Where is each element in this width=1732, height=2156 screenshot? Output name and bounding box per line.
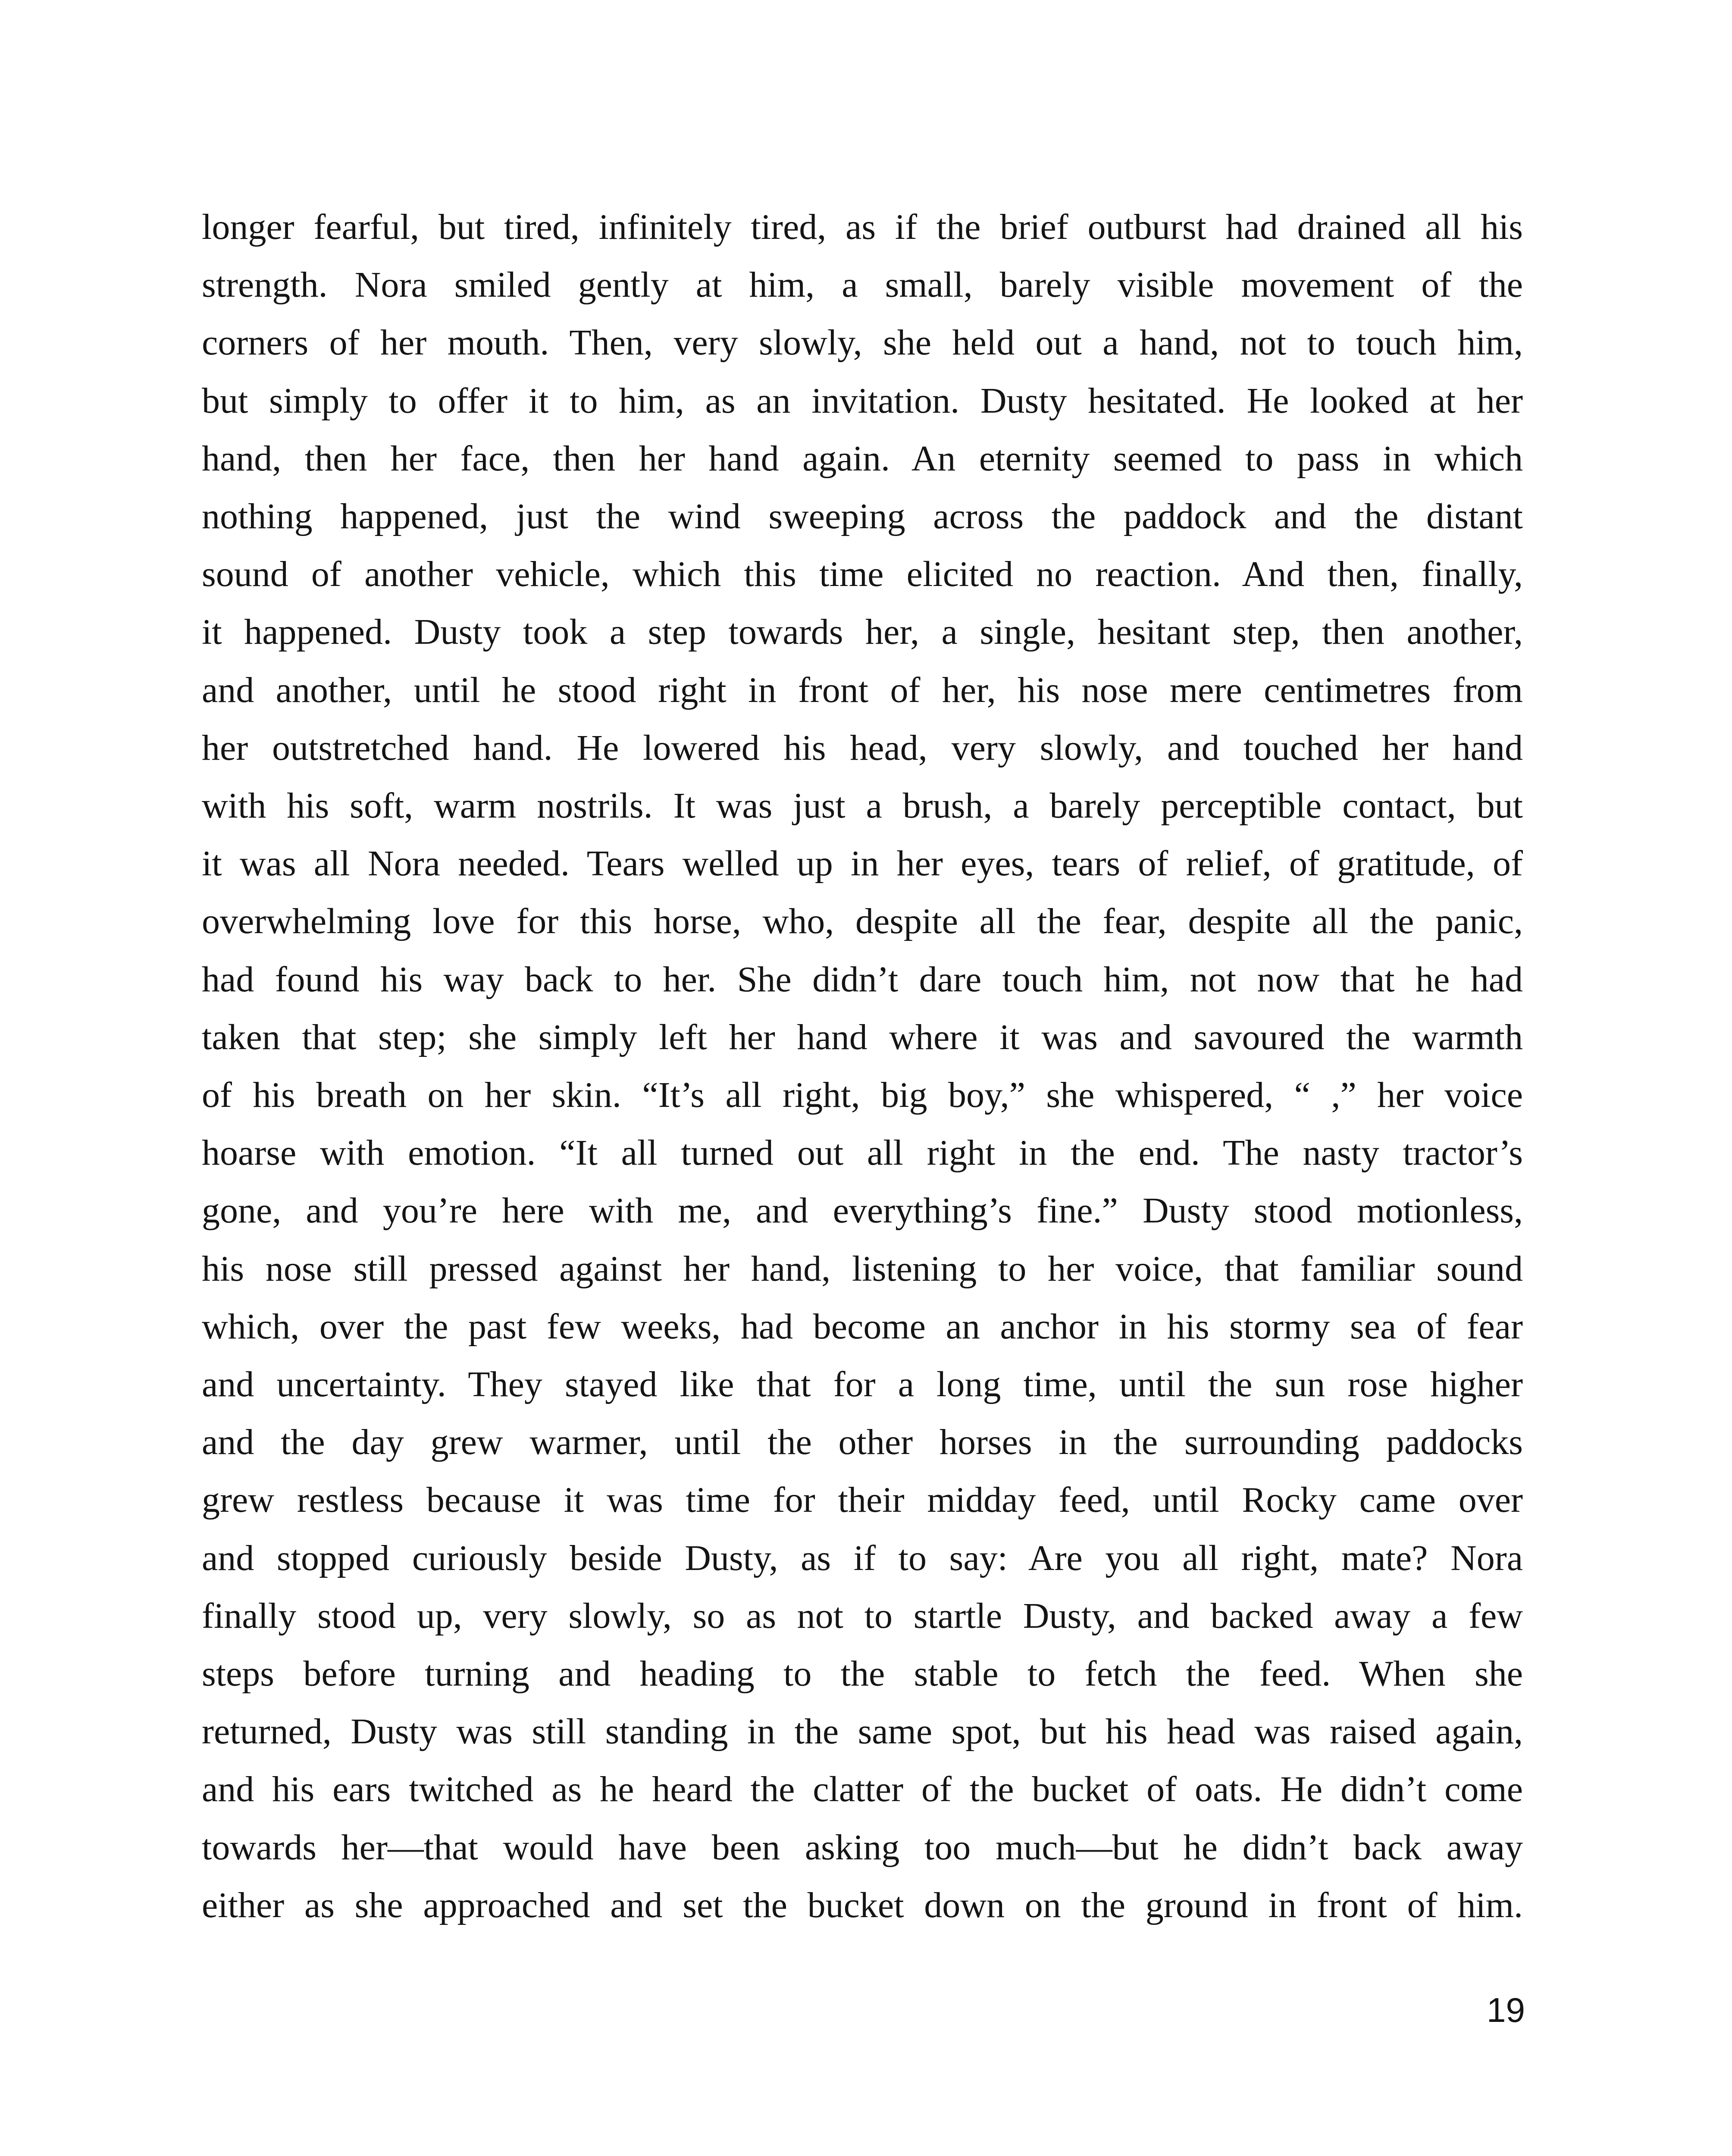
text-line: hand, then her face, then her hand again. An eternity seemed to pass in which bbox=[202, 438, 1523, 479]
text-line: had found his way back to her. She didn’t dare touch him, not now that he had bbox=[202, 959, 1523, 1000]
text-line: gone, and you’re here with me, and everything’s fine.” Dusty stood motionless, bbox=[202, 1191, 1523, 1231]
text-line: strength. Nora smiled gently at him, a small, barely visible movement of the bbox=[202, 265, 1523, 305]
text-line: grew restless because it was time for their midday feed, until Rocky came over bbox=[202, 1480, 1523, 1520]
text-line: and his ears twitched as he heard the clatter of the bucket of oats. He didn’t come bbox=[202, 1769, 1523, 1810]
text-line: steps before turning and heading to the stable to fetch the feed. When she bbox=[202, 1654, 1523, 1694]
text-line: taken that step; she simply left her hand where it was and savoured the warmth bbox=[202, 1017, 1523, 1057]
text-line: nothing happened, just the wind sweeping across the paddock and the distant bbox=[202, 496, 1523, 537]
text-line: of his breath on her skin. “It’s all right, big boy,” she whispered, “ ,” her voice bbox=[202, 1075, 1523, 1116]
text-line: and stopped curiously beside Dusty, as if to say: Are you all right, mate? Nora bbox=[202, 1538, 1523, 1578]
text-line: her outstretched hand. He lowered his head, very slowly, and touched her hand bbox=[202, 727, 1523, 768]
page-number: 19 bbox=[1487, 1991, 1525, 2029]
text-line: finally stood up, very slowly, so as not to startle Dusty, and backed away a few bbox=[202, 1595, 1523, 1636]
text-line: it happened. Dusty took a step towards her, a single, hesitant step, then another, bbox=[202, 612, 1523, 652]
text-line: towards her—that would have been asking too much—but he didn’t back away bbox=[202, 1827, 1523, 1868]
text-line: with his soft, warm nostrils. It was just a brush, a barely perceptible contact, but bbox=[202, 786, 1523, 826]
text-line: returned, Dusty was still standing in the same spot, but his head was raised again, bbox=[202, 1711, 1523, 1752]
text-line: longer fearful, but tired, infinitely tired, as if the brief outburst had drained all his bbox=[202, 207, 1523, 247]
text-line: his nose still pressed against her hand, listening to her voice, that familiar sound bbox=[202, 1248, 1523, 1289]
text-line: and another, until he stood right in front of her, his nose mere centimetres from bbox=[202, 670, 1523, 710]
text-line: but simply to offer it to him, as an invitation. Dusty hesitated. He looked at her bbox=[202, 380, 1523, 421]
text-line: which, over the past few weeks, had become an anchor in his stormy sea of fear bbox=[202, 1306, 1523, 1347]
text-line: either as she approached and set the bucket down on the ground in front of him. bbox=[202, 1885, 1523, 1925]
text-line: overwhelming love for this horse, who, despite all the fear, despite all the panic, bbox=[202, 901, 1523, 942]
text-line: and uncertainty. They stayed like that for a long time, until the sun rose higher bbox=[202, 1364, 1523, 1405]
text-line: hoarse with emotion. “It all turned out all right in the end. The nasty tractor’s bbox=[202, 1133, 1523, 1173]
text-line: and the day grew warmer, until the other horses in the surrounding paddocks bbox=[202, 1422, 1523, 1463]
text-line: corners of her mouth. Then, very slowly, she held out a hand, not to touch him, bbox=[202, 323, 1523, 363]
body-text bbox=[202, 198, 1523, 1934]
text-line: it was all Nora needed. Tears welled up in her eyes, tears of relief, of gratitude, of bbox=[202, 843, 1523, 884]
text-line: sound of another vehicle, which this time elicited no reaction. And then, finally, bbox=[202, 554, 1523, 595]
